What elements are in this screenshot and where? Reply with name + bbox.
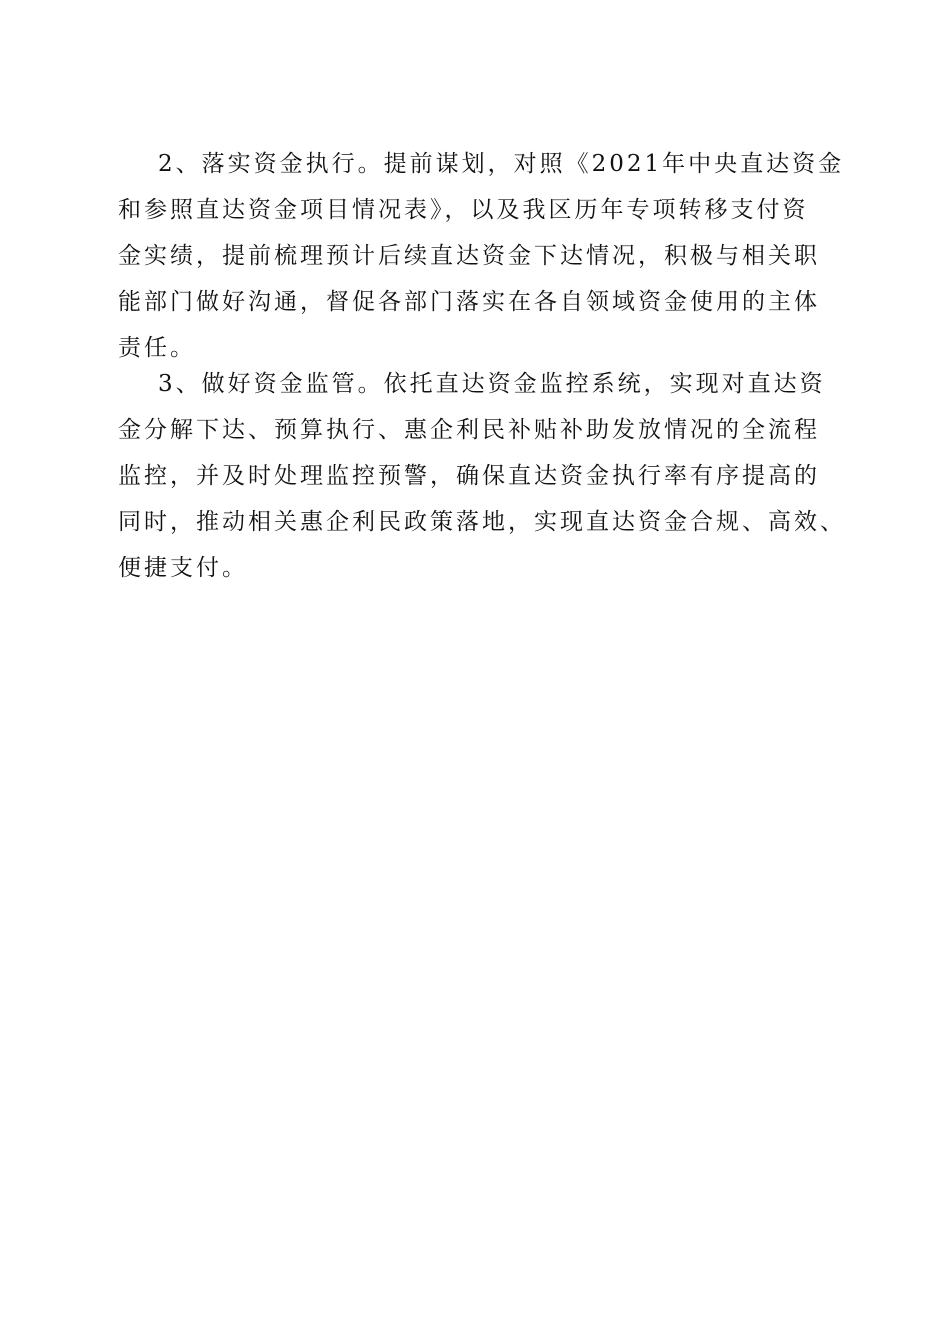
text-line: 和参照直达资金项目情况表》，以及我区历年专项转移支付资 <box>118 197 809 223</box>
text-line: 能部门做好沟通，督促各部门落实在各自领域资金使用的主体 <box>118 289 820 315</box>
text-line: 同时，推动相关惠企利民政策落地，实现直达资金合规、高效、 <box>118 509 846 535</box>
text-line: 2、落实资金执行。提前谋划，对照《2021年中央直达资金 <box>158 151 845 177</box>
paragraph-funds-supervision <box>118 361 846 591</box>
paragraph-funds-execution <box>118 141 844 371</box>
text-line: 3、做好资金监管。依托直达资金监控系统，实现对直达资 <box>158 371 826 397</box>
text-line: 责任。 <box>118 335 196 361</box>
text-line: 监控，并及时处理监控预警，确保直达资金执行率有序提高的 <box>118 463 820 489</box>
text-line: 金实绩，提前梳理预计后续直达资金下达情况，积极与相关职 <box>118 243 820 269</box>
text-line: 金分解下达、预算执行、惠企利民补贴补助发放情况的全流程 <box>118 417 820 443</box>
text-line: 便捷支付。 <box>118 555 248 581</box>
